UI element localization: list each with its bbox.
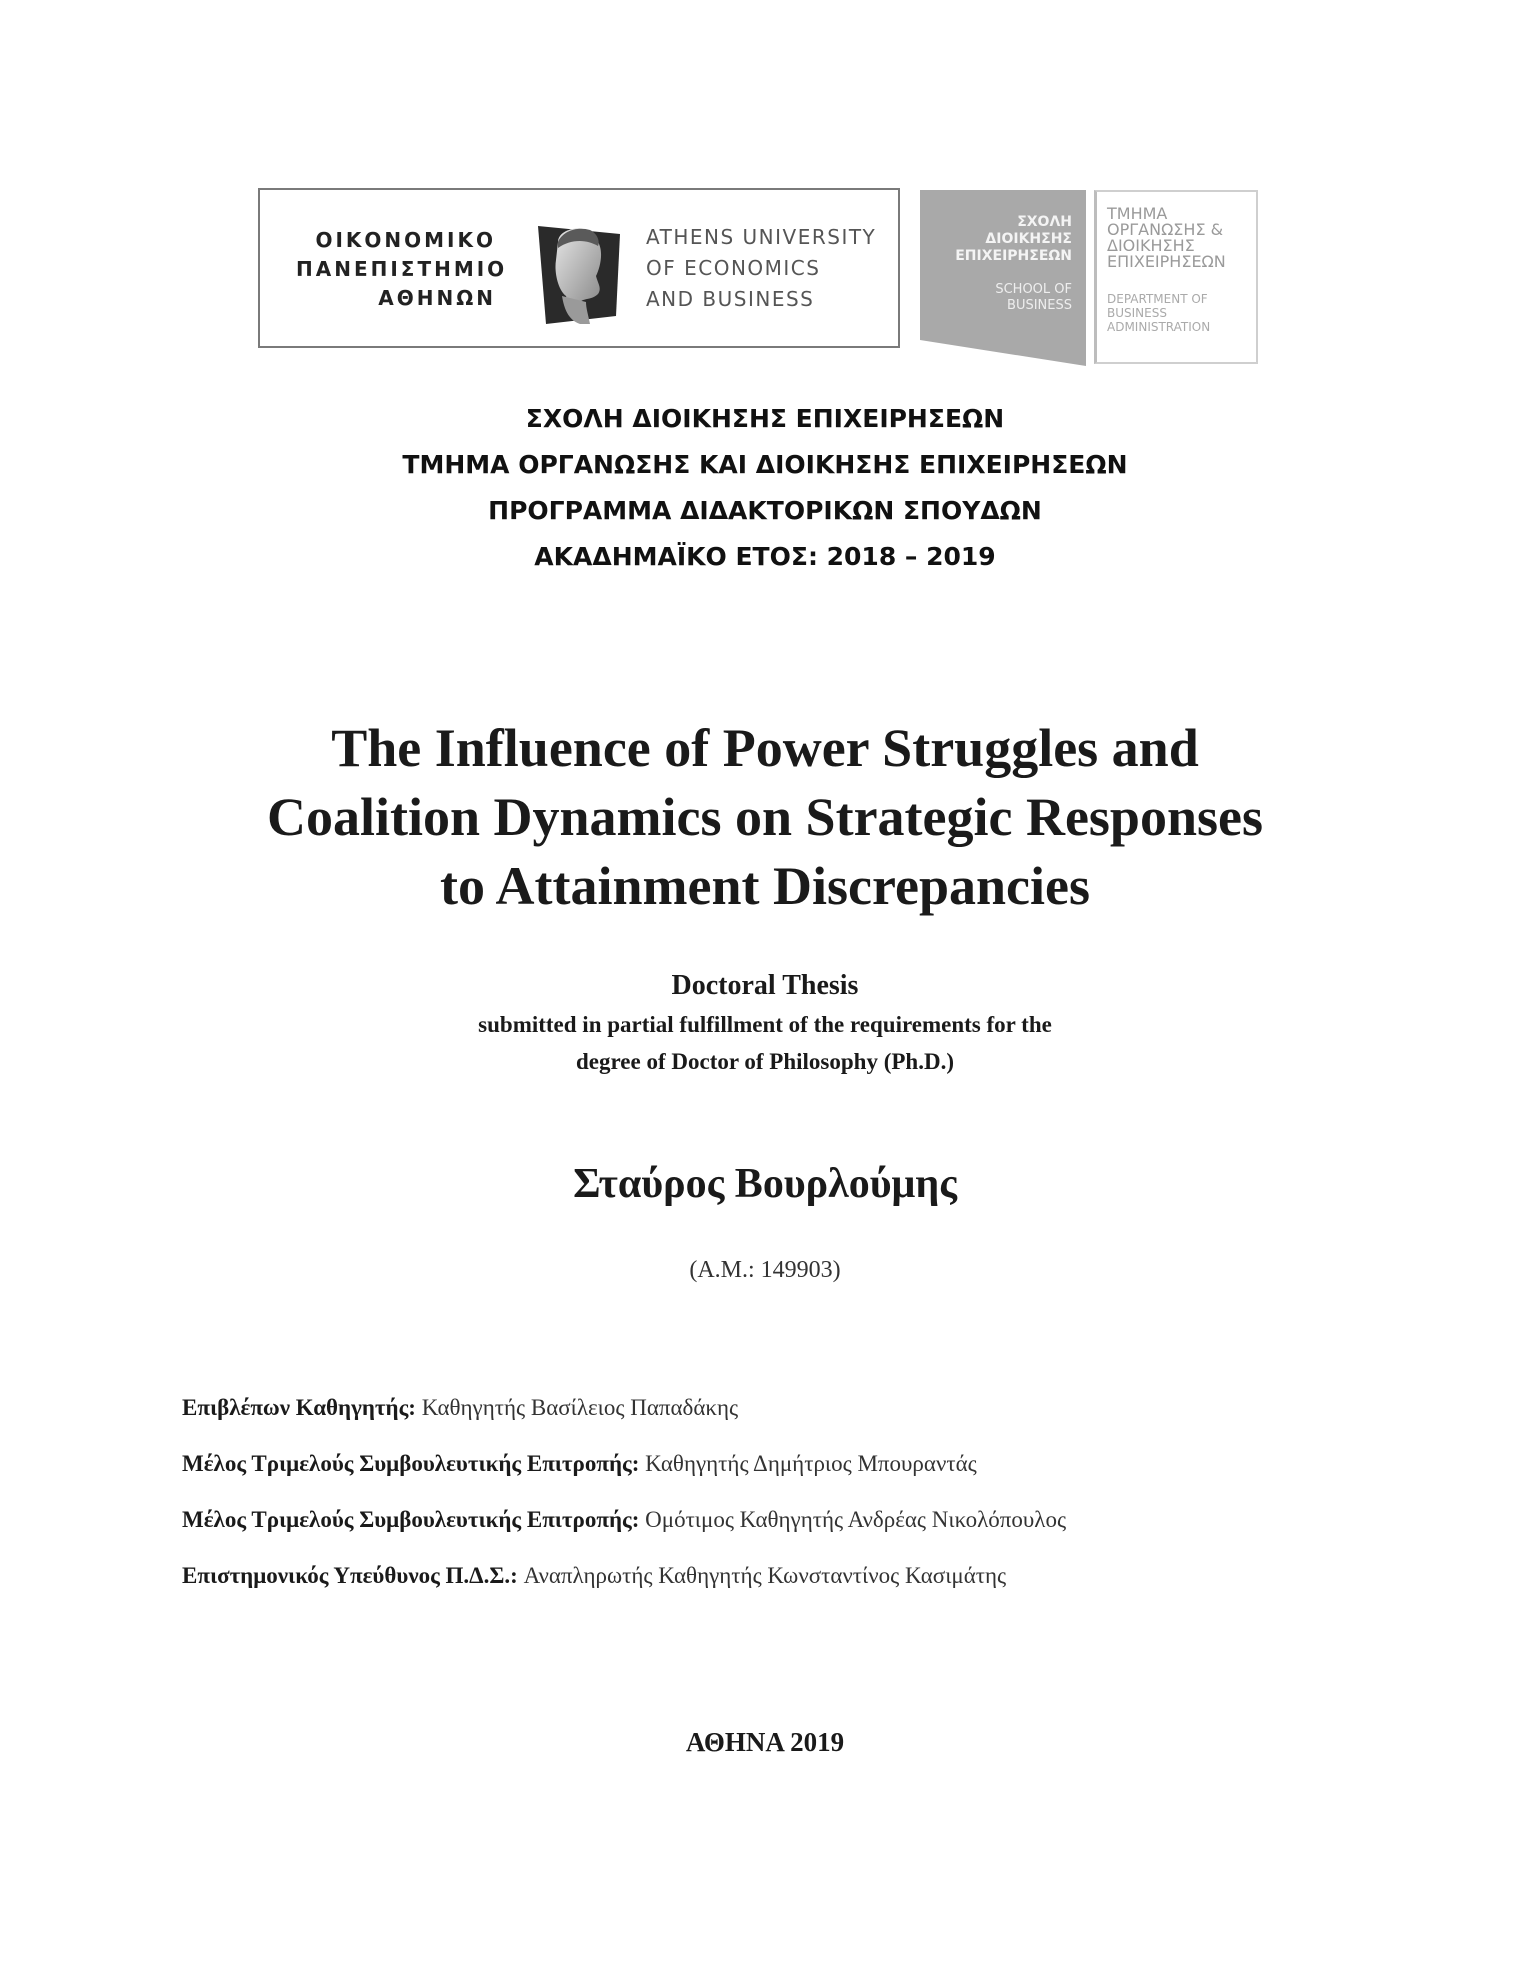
thesis-title-line: Coalition Dynamics on Strategic Responses — [267, 787, 1263, 847]
city-year: ΑΘΗΝΑ 2019 — [685, 1727, 845, 1757]
thesis-type: Doctoral Thesis — [671, 970, 859, 1001]
aueb-english-line: AND BUSINESS — [646, 287, 815, 311]
aueb-english-name — [646, 222, 876, 315]
school-greek-line: ΣΧΟΛΗ — [1017, 214, 1072, 230]
school-greek-name — [955, 214, 1072, 265]
program-director-row — [182, 1560, 1382, 1616]
department-heading: ΤΜΗΜΑ ΟΡΓΑΝΩΣΗΣ ΚΑΙ ΔΙΟΙΚΗΣΗΣ ΕΠΙΧΕΙΡΗΣΕΩΝ — [402, 450, 1128, 479]
school-english-name — [995, 282, 1072, 314]
program-heading: ΠΡΟΓΡΑΜΜΑ ΔΙΔΑΚΤΟΡΙΚΩΝ ΣΠΟΥΔΩΝ — [488, 496, 1042, 525]
supervisor-row — [182, 1392, 1382, 1448]
department-greek-line: ΟΡΓΑΝΩΣΗΣ & — [1107, 220, 1224, 239]
submission-statement — [0, 1006, 1530, 1080]
student-id: (A.M.: 149903) — [689, 1257, 841, 1283]
committee-role: Μέλος Τριμελούς Συμβουλευτικής Επιτροπής: — [182, 1507, 646, 1532]
department-greek-line: ΤΜΗΜΑ — [1107, 204, 1168, 223]
committee-member-row — [182, 1448, 1382, 1504]
school-of-business-logo — [920, 190, 1086, 366]
department-english-line: ADMINISTRATION — [1107, 320, 1211, 334]
committee-person: Ομότιμος Καθηγητής Ανδρέας Νικολόπουλος — [645, 1507, 1067, 1532]
school-english-line: SCHOOL OF — [995, 282, 1072, 297]
committee-list — [182, 1392, 1382, 1616]
thesis-title-line: to Attainment Discrepancies — [440, 856, 1090, 916]
academic-year-heading: ΑΚΑΔΗΜΑΪΚΟ ΕΤΟΣ: 2018 – 2019 — [534, 542, 996, 571]
committee-person: Καθηγητής Βασίλειος Παπαδάκης — [421, 1395, 739, 1420]
submission-line: submitted in partial fulfillment of the requirements for the — [478, 1012, 1052, 1037]
aueb-logo — [258, 188, 900, 348]
school-english-line: BUSINESS — [1007, 298, 1072, 313]
thesis-title — [0, 714, 1530, 921]
committee-role: Επιστημονικός Υπεύθυνος Π.Δ.Σ.: — [182, 1563, 524, 1588]
department-greek-line: ΔΙΟΙΚΗΣΗΣ — [1107, 236, 1195, 255]
department-greek-line: ΕΠΙΧΕΙΡΗΣΕΩΝ — [1107, 252, 1226, 271]
aueb-english-line: OF ECONOMICS — [646, 256, 821, 280]
committee-role: Επιβλέπων Καθηγητής: — [182, 1395, 422, 1420]
institution-header — [0, 396, 1530, 580]
author-name: Σταύρος Βουρλούμης — [573, 1161, 957, 1207]
aueb-english-line: ATHENS UNIVERSITY — [646, 225, 877, 249]
aueb-greek-line: ΟΙΚΟΝΟΜΙΚΟ — [315, 228, 496, 252]
committee-person: Καθηγητής Δημήτριος Μπουραντάς — [645, 1451, 977, 1476]
hermes-head-emblem-icon — [528, 212, 626, 330]
aueb-greek-name — [296, 226, 508, 313]
committee-person: Αναπληρωτής Καθηγητής Κωνσταντίνος Κασιμάτης — [523, 1563, 1007, 1588]
department-greek-name — [1107, 206, 1226, 270]
committee-role: Μέλος Τριμελούς Συμβουλευτικής Επιτροπής: — [182, 1451, 646, 1476]
committee-member-row — [182, 1504, 1382, 1560]
school-heading: ΣΧΟΛΗ ΔΙΟΙΚΗΣΗΣ ΕΠΙΧΕΙΡΗΣΕΩΝ — [525, 404, 1005, 433]
department-english-line: BUSINESS — [1107, 306, 1167, 320]
department-english-line: DEPARTMENT OF — [1107, 292, 1208, 306]
submission-line: degree of Doctor of Philosophy (Ph.D.) — [576, 1049, 954, 1074]
thesis-title-line: The Influence of Power Struggles and — [331, 718, 1199, 778]
department-logo — [1094, 190, 1258, 364]
school-greek-line: ΔΙΟΙΚΗΣΗΣ — [985, 231, 1072, 247]
aueb-greek-line: ΑΘΗΝΩΝ — [378, 286, 496, 310]
department-english-name — [1107, 292, 1210, 334]
school-greek-line: ΕΠΙΧΕΙΡΗΣΕΩΝ — [955, 248, 1072, 264]
aueb-greek-line: ΠΑΝΕΠΙΣΤΗΜΙΟ — [296, 257, 508, 281]
